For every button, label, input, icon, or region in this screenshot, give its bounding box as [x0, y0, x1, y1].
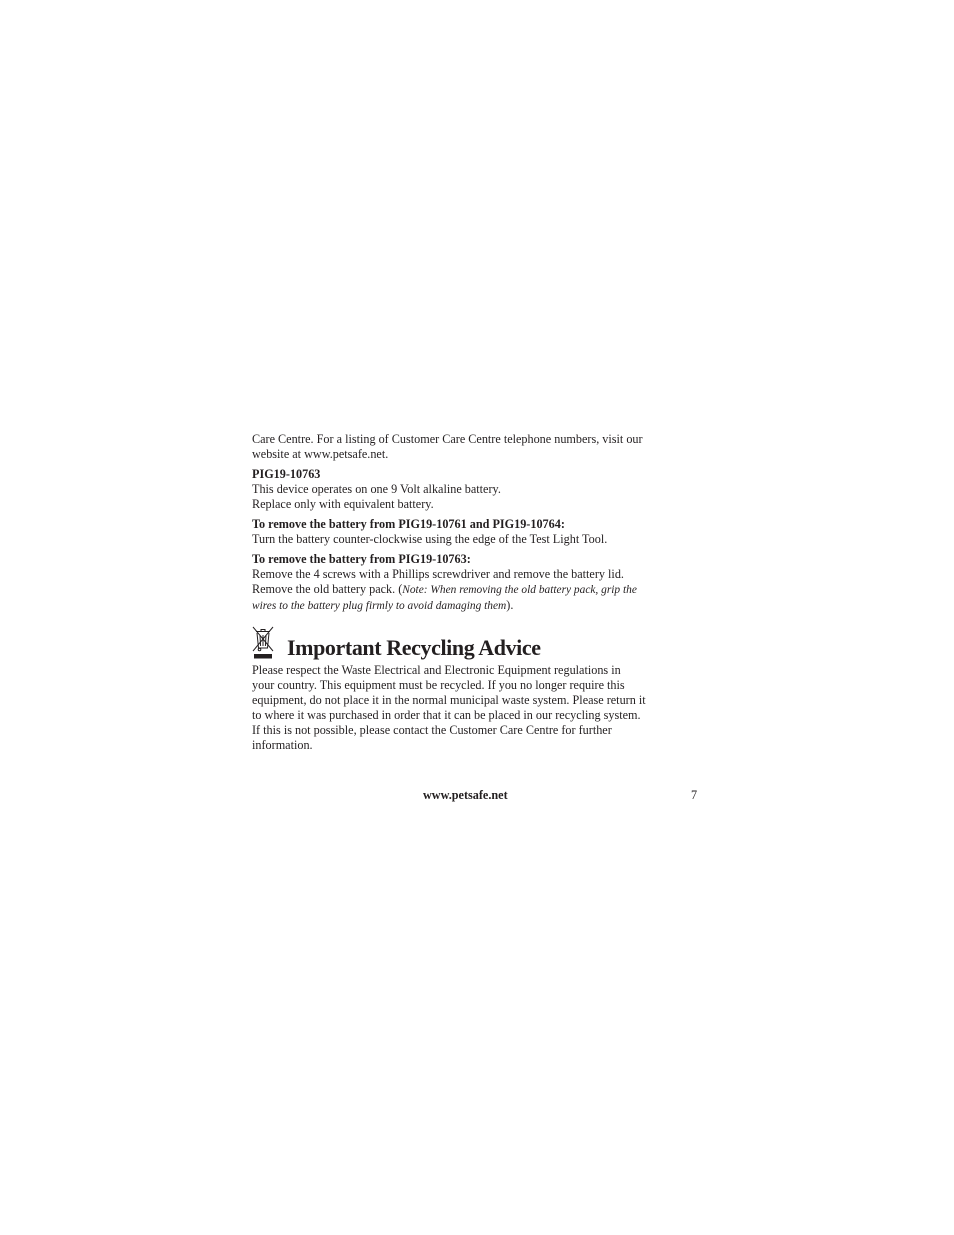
- footer-url: www.petsafe.net: [423, 788, 508, 802]
- recycling-line-2: your country. This equipment must be recycled. If you no longer require this: [252, 678, 625, 692]
- crossed-out-wheelie-bin-icon: [252, 626, 274, 660]
- battery-model-line-1: This device operates on one 9 Volt alkaline battery.: [252, 482, 501, 496]
- battery-model-heading: PIG19-10763: [252, 467, 321, 481]
- recycling-line-4: to where it was purchased in order that it can be placed in our recycling system.: [252, 708, 641, 722]
- remove-10763-line-1: Remove the 4 screws with a Phillips screwdriver and remove the battery lid.: [252, 567, 624, 581]
- remove-10763-line-2: [252, 582, 698, 598]
- recycling-line-5: If this is not possible, please contact the Customer Care Centre for further: [252, 723, 612, 737]
- remove-10763-line-3: [252, 598, 698, 614]
- remove-10761-line-1: Turn the battery counter-clockwise using the edge of the Test Light Tool.: [252, 532, 608, 546]
- remove-10761-heading: To remove the battery from PIG19-10761 and PIG19-10764:: [252, 517, 565, 531]
- note-part-2: wires to the battery plug firmly to avoid damaging them: [252, 600, 507, 612]
- recycling-line-6: information.: [252, 738, 313, 752]
- recycling-line-3: equipment, do not place it in the normal municipal waste system. Please return it: [252, 693, 646, 707]
- remove-10763-line-3-end: ).: [506, 598, 514, 612]
- recycling-heading: Important Recycling Advice: [287, 635, 541, 660]
- intro-line-1: Care Centre. For a listing of Customer Care Centre telephone numbers, visit our: [252, 432, 643, 446]
- intro-line-2: website at www.petsafe.net.: [252, 447, 389, 461]
- remove-10763-heading: To remove the battery from PIG19-10763:: [252, 552, 471, 566]
- recycling-heading-row: [252, 626, 698, 660]
- battery-model-line-2: Replace only with equivalent battery.: [252, 497, 434, 511]
- page-number: 7: [691, 788, 698, 802]
- note-part-1: Note: When removing the old battery pack, grip the: [402, 584, 637, 596]
- remove-10763-line-2-start: Remove the old battery pack. (: [252, 582, 403, 596]
- page-content: [252, 432, 698, 753]
- recycling-line-1: Please respect the Waste Electrical and Electronic Equipment regulations in: [252, 663, 621, 677]
